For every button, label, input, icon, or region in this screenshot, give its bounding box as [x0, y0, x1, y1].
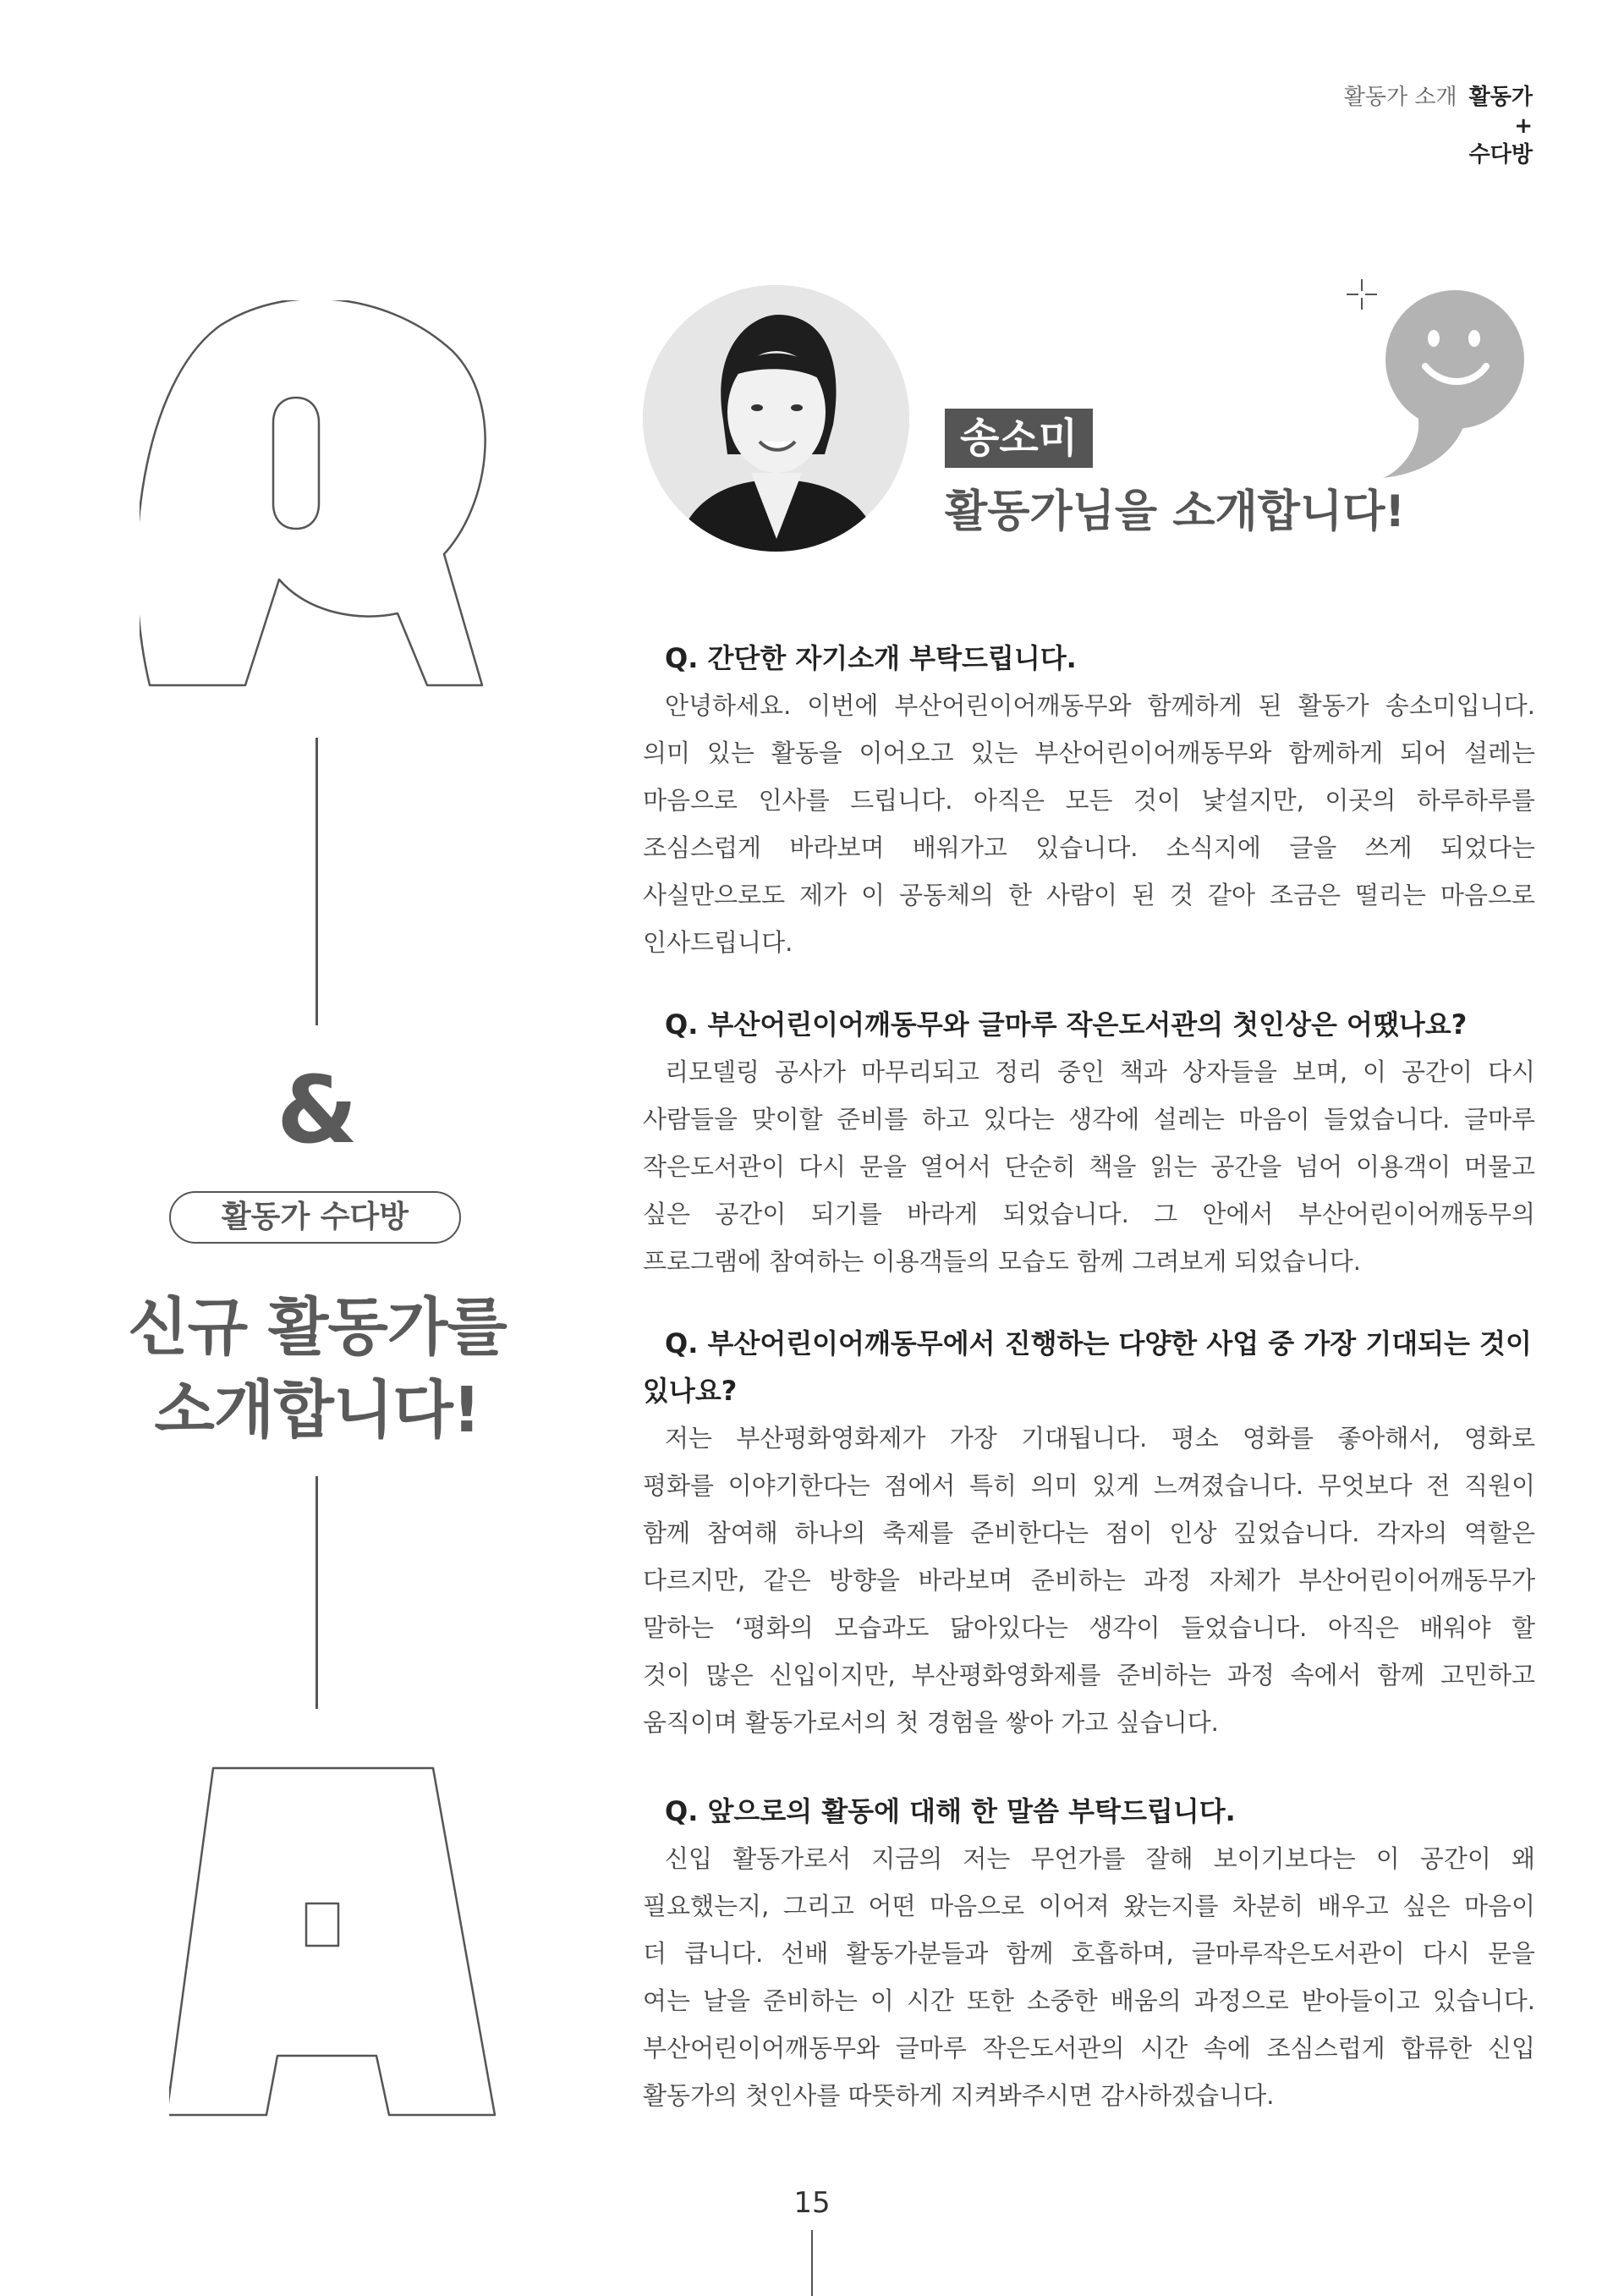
- answer-1-line: 조심스럽게 바라보며 배워가고 있습니다. 소식지에 글을 쓰게 되었다는: [643, 833, 1535, 862]
- svg-text:&: &: [277, 1062, 358, 1155]
- page-title: [68, 1286, 567, 1452]
- answer-3-line: 평화를 이야기한다는 점에서 특히 의미 있게 느껴졌습니다. 무엇보다 전 직원이: [643, 1471, 1535, 1500]
- page-header: [1344, 83, 1533, 169]
- section-label: 활동가 소개: [1343, 85, 1457, 110]
- qa-block-2: [643, 1001, 1535, 1285]
- answer-2-line: 작은도서관이 다시 문을 열어서 단순히 책을 읽는 공간을 넘어 이용객이 머물고: [643, 1152, 1535, 1181]
- question-2: [643, 1001, 1535, 1048]
- answer-3-line: 말하는 ‘평화의 모습과도 닮아있다는 생각이 들었습니다. 아직은 배워야 할: [643, 1613, 1535, 1642]
- page-title-line-2: 소개합니다!: [154, 1374, 480, 1447]
- profile-intro: 활동가님을 소개합니다!: [945, 486, 1406, 537]
- header-title-1: 활동가: [1468, 85, 1533, 110]
- answer-2-line: 사람들을 맞이할 준비를 하고 있다는 생각에 설레는 마음이 들었습니다. 글마루: [643, 1105, 1535, 1134]
- answer-4: [643, 1835, 1535, 2119]
- answer-4-line: 부산어린이어깨동무와 글마루 작은도서관의 시간 속에 조심스럽게 합류한 신입: [643, 2034, 1535, 2063]
- answer-4-line: 더 큽니다. 선배 활동가분들과 함께 호흡하며, 글마루작은도서관이 다시 문을: [643, 1939, 1535, 1968]
- answer-2-line: 프로그램에 참여하는 이용객들의 모습도 함께 그려보게 되었습니다.: [643, 1247, 1361, 1276]
- answer-3: [643, 1414, 1535, 1746]
- divider-line-bottom: [315, 1476, 318, 1709]
- q-letter-outline: [140, 300, 495, 689]
- qa-block-1: [643, 634, 1535, 966]
- question-3: [643, 1320, 1535, 1414]
- question-4-line-1: Q. 앞으로의 활동에 대해 한 말씀 부탁드립니다.: [665, 1795, 1236, 1827]
- question-3-line-2: 있나요?: [643, 1375, 738, 1407]
- answer-1-line: 인사드립니다.: [643, 928, 793, 957]
- profile-name: 송소미: [945, 409, 1093, 468]
- question-4: [643, 1788, 1535, 1835]
- answer-4-line: 여는 날을 준비하는 이 시간 또한 소중한 배움의 과정으로 받아들이고 있습니다.: [643, 1986, 1535, 2015]
- answer-1-line: 안녕하세요. 이번에 부산어린이어깨동무와 함께하게 된 활동가 송소미입니다.: [665, 691, 1535, 720]
- answer-1-line: 의미 있는 활동을 이어오고 있는 부산어린이어깨동무와 함께하게 되어 설레는: [643, 739, 1535, 767]
- answer-4-line: 활동가의 첫인사를 따뜻하게 지켜봐주시면 감사하겠습니다.: [643, 2081, 1275, 2110]
- answer-3-line: 다르지만, 같은 방향을 바라보며 준비하는 과정 자체가 부산어린이어깨동무가: [643, 1566, 1535, 1595]
- answer-2-line: 싶은 공간이 되기를 바라게 되었습니다. 그 안에서 부산어린이어깨동무의: [643, 1200, 1535, 1228]
- page-number-line: [811, 2230, 813, 2296]
- question-2-line-1: Q. 부산어린이어깨동무와 글마루 작은도서관의 첫인상은 어땠나요?: [665, 1008, 1468, 1041]
- divider-line-top: [315, 738, 318, 1025]
- question-3-line-1: Q. 부산어린이어깨동무에서 진행하는 다양한 사업 중 가장 기대되는 것이: [665, 1327, 1532, 1359]
- header-title-2: +: [1514, 113, 1533, 139]
- qa-block-4: [643, 1788, 1535, 2119]
- qa-block-3: [643, 1320, 1535, 1746]
- answer-4-line: 필요했는지, 그리고 어떤 마음으로 이어져 왔는지를 차분히 배우고 싶은 마음이: [643, 1892, 1535, 1920]
- answer-3-line: 것이 많은 신입이지만, 부산평화영화제를 준비하는 과정 속에서 함께 고민하고: [643, 1661, 1535, 1689]
- question-1: [643, 634, 1535, 682]
- a-letter-outline: [169, 1764, 508, 2119]
- header-title-3: 수다방: [1468, 142, 1533, 168]
- answer-1-line: 마음으로 인사를 드립니다. 아직은 모든 것이 낯설지만, 이곳의 하루하루를: [643, 786, 1535, 815]
- answer-2: [643, 1048, 1535, 1285]
- page-title-line-1: 신규 활동가를: [128, 1291, 507, 1364]
- answer-1-line: 사실만으로도 제가 이 공동체의 한 사람이 된 것 같아 조금은 떨리는 마음으로: [643, 881, 1535, 909]
- ampersand-icon: [271, 1062, 364, 1155]
- answer-3-line: 저는 부산평화영화제가 가장 기대됩니다. 평소 영화를 좋아해서, 영화로: [665, 1424, 1535, 1453]
- question-1-line-1: Q. 간단한 자기소개 부탁드립니다.: [665, 642, 1077, 674]
- answer-4-line: 신입 활동가로서 지금의 저는 무언가를 잘해 보이기보다는 이 공간이 왜: [665, 1844, 1535, 1873]
- answer-3-line: 움직이며 활동가로서의 첫 경험을 쌓아 가고 싶습니다.: [643, 1708, 1219, 1737]
- answer-2-line: 리모델링 공사가 마무리되고 정리 중인 책과 상자들을 보며, 이 공간이 다시: [665, 1057, 1535, 1086]
- answer-1: [643, 682, 1535, 966]
- smiley-speech-bubble-icon: [1349, 266, 1535, 486]
- section-badge: 활동가 수다방: [169, 1191, 461, 1244]
- profile-photo: [643, 285, 909, 552]
- answer-3-line: 함께 참여해 하나의 축제를 준비한다는 점이 인상 깊었습니다. 각자의 역할은: [643, 1519, 1535, 1547]
- page-number: 15: [793, 2186, 831, 2220]
